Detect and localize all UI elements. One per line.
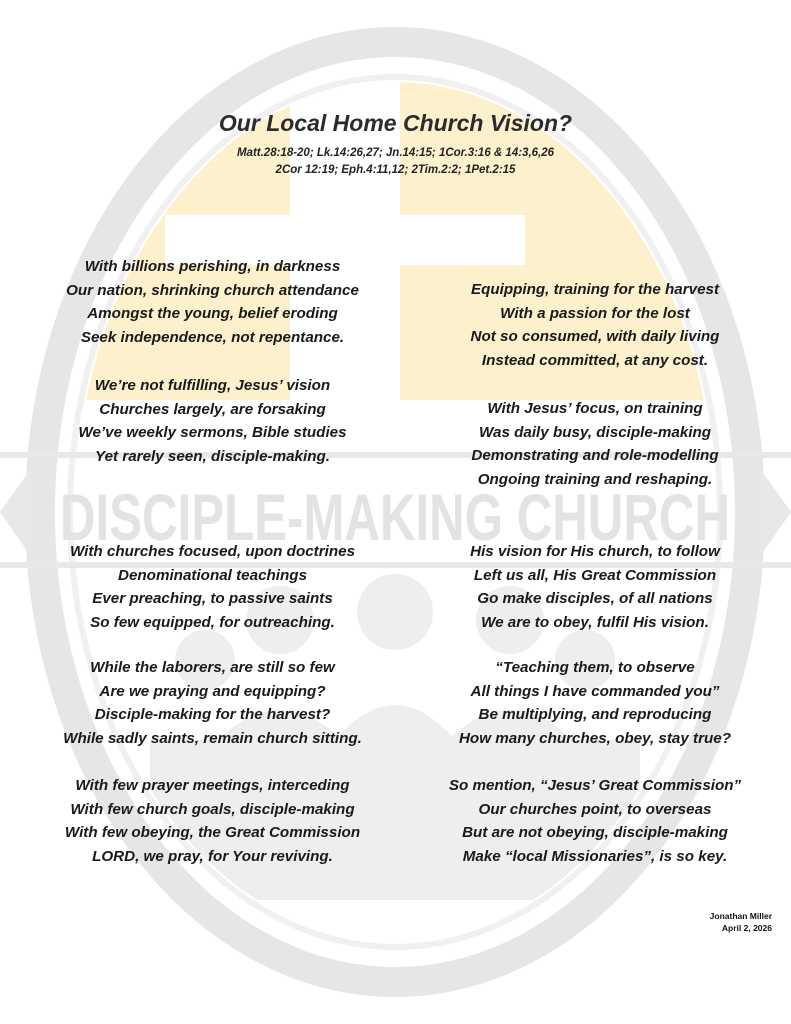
poem-line: His vision for His church, to follow xyxy=(470,543,720,560)
poem-line: Equipping, training for the harvest xyxy=(470,281,720,298)
poem-line: So few equipped, for outreaching. xyxy=(90,613,335,631)
poem-line: How many churches, obey, stay true? xyxy=(458,729,732,747)
references-line-2: 2Cor 12:19; Eph.4:11,12; 2Tim.2:2; 1Pet.2:15 xyxy=(275,164,516,176)
poem-line: With few obeying, the Great Commission xyxy=(64,824,361,841)
references-line-1: Matt.28:18-20; Lk.14:26,27; Jn.14:15; 1Cor.3:16 & 14:3,6,26 xyxy=(236,147,555,159)
watermark-text: DISCIPLE-MAKING CHURCH xyxy=(60,480,730,554)
left-stanza-5 xyxy=(20,774,405,868)
poem-line: While sadly saints, remain church sitting. xyxy=(63,729,362,747)
poem-line: Instead committed, at any cost. xyxy=(481,351,709,369)
poem-line: All things I have commanded you” xyxy=(470,682,720,700)
page-title: Our Local Home Church Vision? xyxy=(218,110,573,136)
poem-line: Churches largely, are forsaking xyxy=(99,400,326,418)
poem-line: We’re not fulfilling, Jesus’ vision xyxy=(94,377,331,394)
poem-line: Not so consumed, with daily living xyxy=(470,328,720,345)
poem-line: We’ve weekly sermons, Bible studies xyxy=(78,424,347,441)
poem-line: But are not obeying, disciple-making xyxy=(462,824,728,841)
author-signature xyxy=(710,910,772,934)
poem-line: Denominational teachings xyxy=(117,566,308,584)
poem-line: Disciple-making for the harvest? xyxy=(94,706,331,723)
poem-line: Be multiplying, and reproducing xyxy=(478,706,712,723)
poem-line: So mention, “Jesus’ Great Commission” xyxy=(448,777,742,794)
poem-line: Was daily busy, disciple-making xyxy=(478,423,712,441)
author-name: Jonathan Miller xyxy=(709,911,772,921)
poem-line: LORD, we pray, for Your reviving. xyxy=(92,847,333,865)
poem-line: With Jesus’ focus, on training xyxy=(487,400,703,417)
poem-line: With few church goals, disciple-making xyxy=(70,800,355,818)
poem-line: With a passion for the lost xyxy=(500,304,690,322)
poem-line: Ever preaching, to passive saints xyxy=(92,590,333,607)
left-stanza-3 xyxy=(20,540,405,634)
poem-line: We are to obey, fulfil His vision. xyxy=(481,613,709,631)
right-stanza-4 xyxy=(400,656,790,750)
poem-line: Amongst the young, belief eroding xyxy=(87,305,338,322)
poem-line: With few prayer meetings, interceding xyxy=(75,777,350,794)
right-stanza-3 xyxy=(400,540,790,634)
left-stanza-4 xyxy=(20,656,405,750)
right-stanza-5 xyxy=(400,774,790,868)
left-stanza-2 xyxy=(20,374,405,468)
right-stanza-2 xyxy=(400,397,790,491)
poem-line: Seek independence, not repentance. xyxy=(80,328,345,346)
poem-line: While the laborers, are still so few xyxy=(90,659,335,676)
poem-line: Yet rarely seen, disciple-making. xyxy=(95,447,330,465)
poem-line: “Teaching them, to observe xyxy=(495,659,695,676)
scripture-references xyxy=(0,145,791,179)
left-stanza-1 xyxy=(20,255,405,349)
poem-line: With churches focused, upon doctrines xyxy=(69,543,356,560)
poem-line: Demonstrating and role-modelling xyxy=(471,447,719,464)
right-stanza-1 xyxy=(400,278,790,372)
author-date: April 2, 2026 xyxy=(721,923,772,933)
poem-line: Go make disciples, of all nations xyxy=(477,590,713,607)
poem-line: Make “local Missionaries”, is so key. xyxy=(462,847,728,865)
poem-line: Our nation, shrinking church attendance xyxy=(66,281,359,299)
poem-line: Are we praying and equipping? xyxy=(99,682,326,700)
poem-line: Ongoing training and reshaping. xyxy=(477,470,713,488)
poem-line: Left us all, His Great Commission xyxy=(473,566,717,584)
poem-line: With billions perishing, in darkness xyxy=(84,258,341,275)
poem-line: Our churches point, to overseas xyxy=(478,800,712,818)
